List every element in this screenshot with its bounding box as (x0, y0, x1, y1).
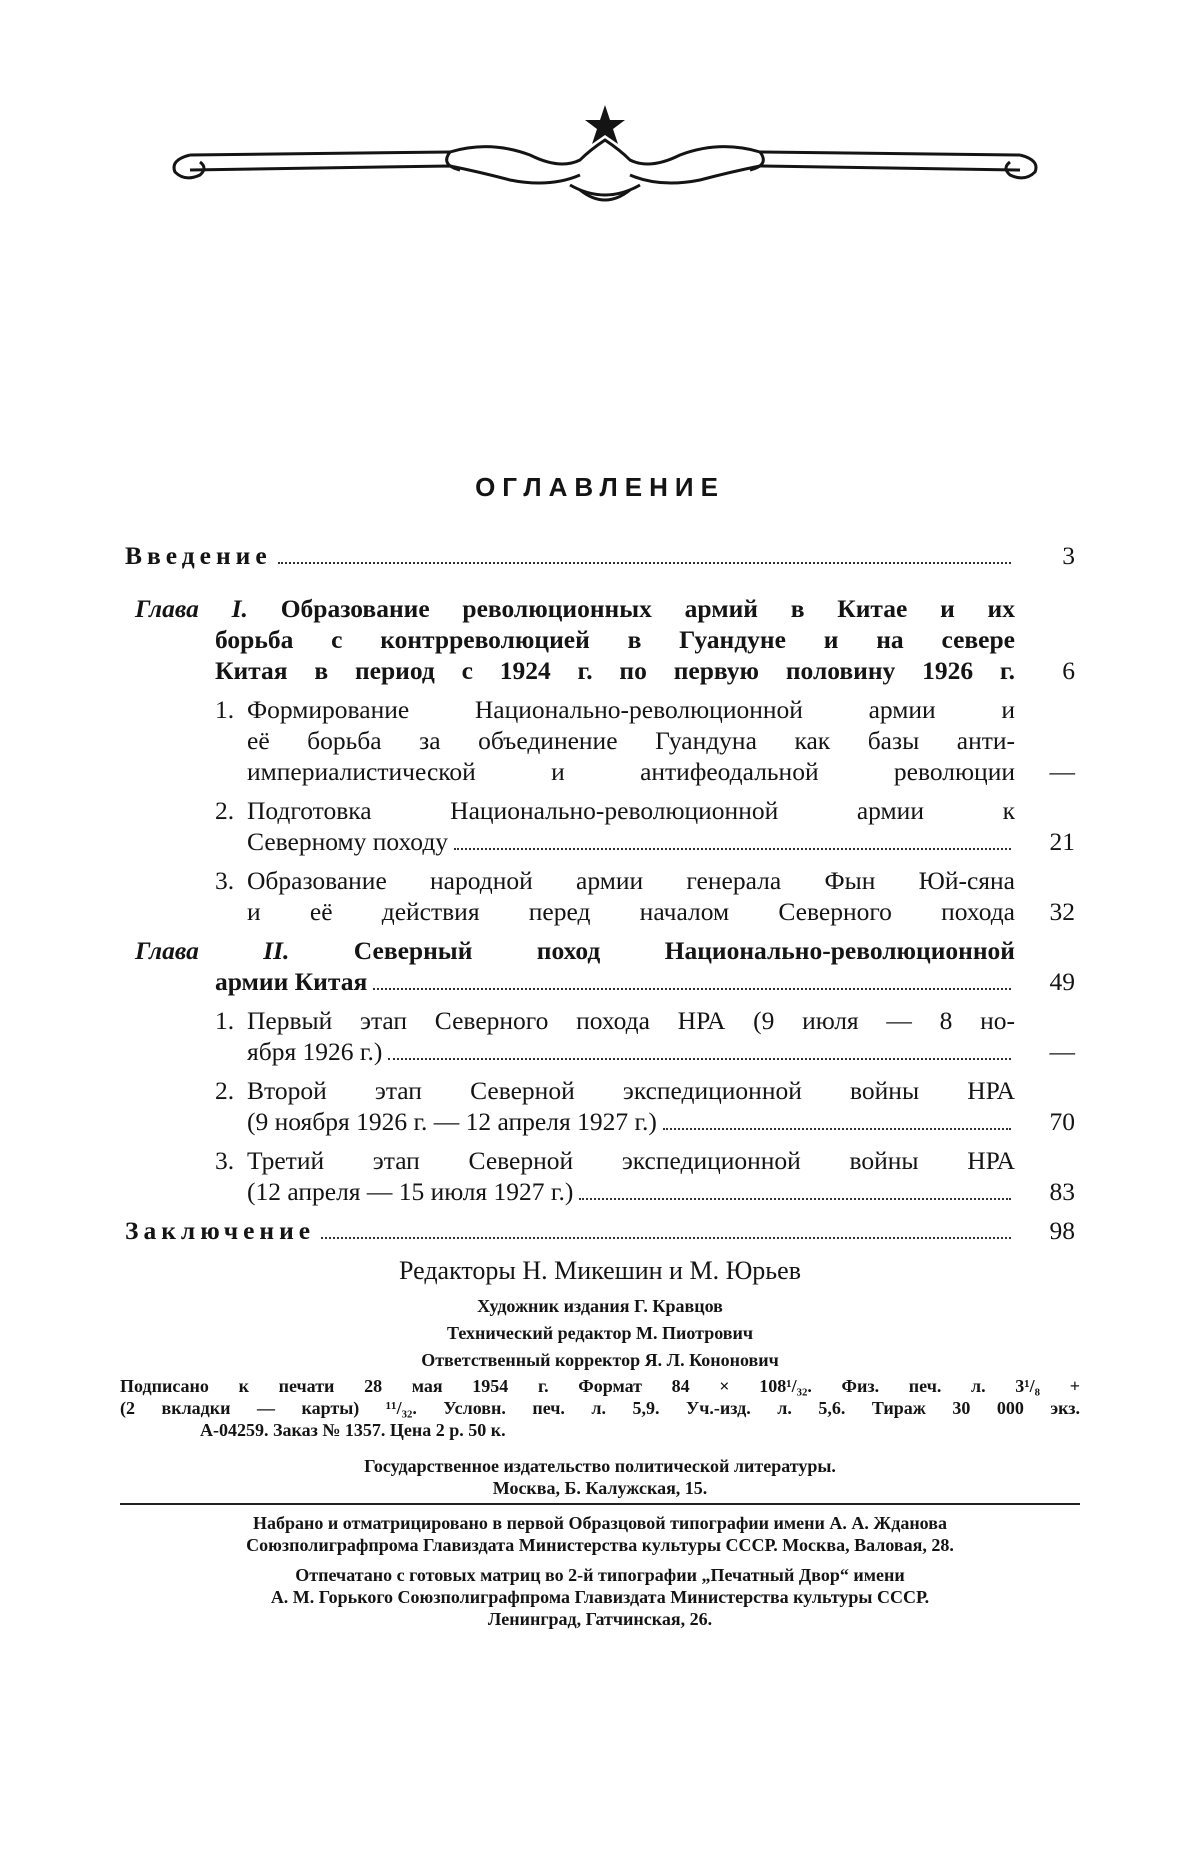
editors-credit: Редакторы Н. Микешин и М. Юрьев (399, 1256, 801, 1285)
toc-section-1-1: 1. Формирование Национально-революционной армии и её борьба за объединение Гуандуна как базы анти- империалистической и антифеодальной революции — (215, 695, 1075, 786)
divider (120, 1503, 1080, 1505)
toc-conclusion (125, 1215, 1075, 1246)
imprint-block: Подписано к печати 28 мая 1954 г. Формат 84 × 108¹/₃₂. Физ. печ. л. 3¹/₈ + (2 вкладки — карты) ¹¹/₃₂. Условн. печ. л. 5,9. Уч.-изд. л. 5,6. Тираж 30 000 экз. А-04259. Заказ № 1357. Цена 2 р. 50 к. (120, 1376, 1080, 1440)
toc-conclusion-page: 98 (1049, 1216, 1075, 1245)
toc-intro (125, 540, 1075, 571)
chapter-2-page: 49 (1049, 967, 1075, 996)
toc-chapter-2 (125, 935, 1075, 1207)
chapter-1-page: 6 (1062, 656, 1075, 685)
toc-intro-label: Введение (125, 541, 272, 570)
chapter-2-line-1: Северный поход Национально-революционной (353, 936, 1015, 965)
chapter-1-prefix: Глава I. (135, 594, 248, 623)
toc-intro-page: 3 (1062, 541, 1075, 570)
publisher-block: Государственное издательство политической литературы. Москва, Б. Калужская, 15. (364, 1456, 836, 1498)
toc-section-2-2: 2. Второй этап Северной экспедиционной войны НРА (9 ноября 1926 г. — 12 апреля 1927 г.) 70 (215, 1076, 1075, 1136)
chapter-1-line-3: Китая в период с 1924 г. по первую половину 1926 г. (215, 656, 1015, 685)
chapter-2-prefix: Глава II. (135, 936, 290, 965)
decorative-ornament (150, 100, 1060, 220)
toc-section-1-3: 3. Образование народной армии генерала Фын Юй-сяна и её действия перед началом Северного похода 32 (215, 866, 1075, 926)
toc-section-2-1: 1. Первый этап Северного похода НРА (9 июля — 8 но- ября 1926 г.) — (215, 1006, 1075, 1066)
toc-section-2-3: 3. Третий этап Северной экспедиционной войны НРА (12 апреля — 15 июля 1927 г.) 83 (215, 1146, 1075, 1206)
page-title: ОГЛАВЛЕНИЕ (475, 472, 725, 502)
chapter-1-line-1: Образование революционных армий в Китае и их (280, 594, 1015, 623)
toc-chapter-1 (125, 593, 1075, 927)
typeset-block: Набрано и отматрицировано в первой Образцовой типографии имени А. А. Жданова Союзполиграфпрома Главиздата Министерства культуры СССР. Москва, Валовая, 28. (246, 1513, 954, 1555)
toc-section-1-2: 2. Подготовка Национально-революционной армии к Северному походу 21 (215, 796, 1075, 856)
chapter-1-line-2: борьба с контрреволюцией в Гуандуне и на севере (215, 625, 1015, 654)
tech-editor-credit: Технический редактор М. Пиотрович (447, 1323, 753, 1343)
artist-credit: Художник издания Г. Кравцов (477, 1296, 723, 1316)
table-of-contents (125, 540, 1075, 1246)
chapter-2-line-2: армии Китая (215, 967, 368, 996)
proofreader-credit: Ответственный корректор Я. Л. Кононович (421, 1350, 779, 1370)
toc-conclusion-label: Заключение (125, 1216, 316, 1245)
star-icon (585, 105, 625, 144)
printed-block: Отпечатано с готовых матриц во 2-й типографии „Печатный Двор“ имени А. М. Горького Союзполиграфпрома Главиздата Министерства культуры СССР. Ленинград, Гатчинская, 26. (270, 1565, 930, 1629)
